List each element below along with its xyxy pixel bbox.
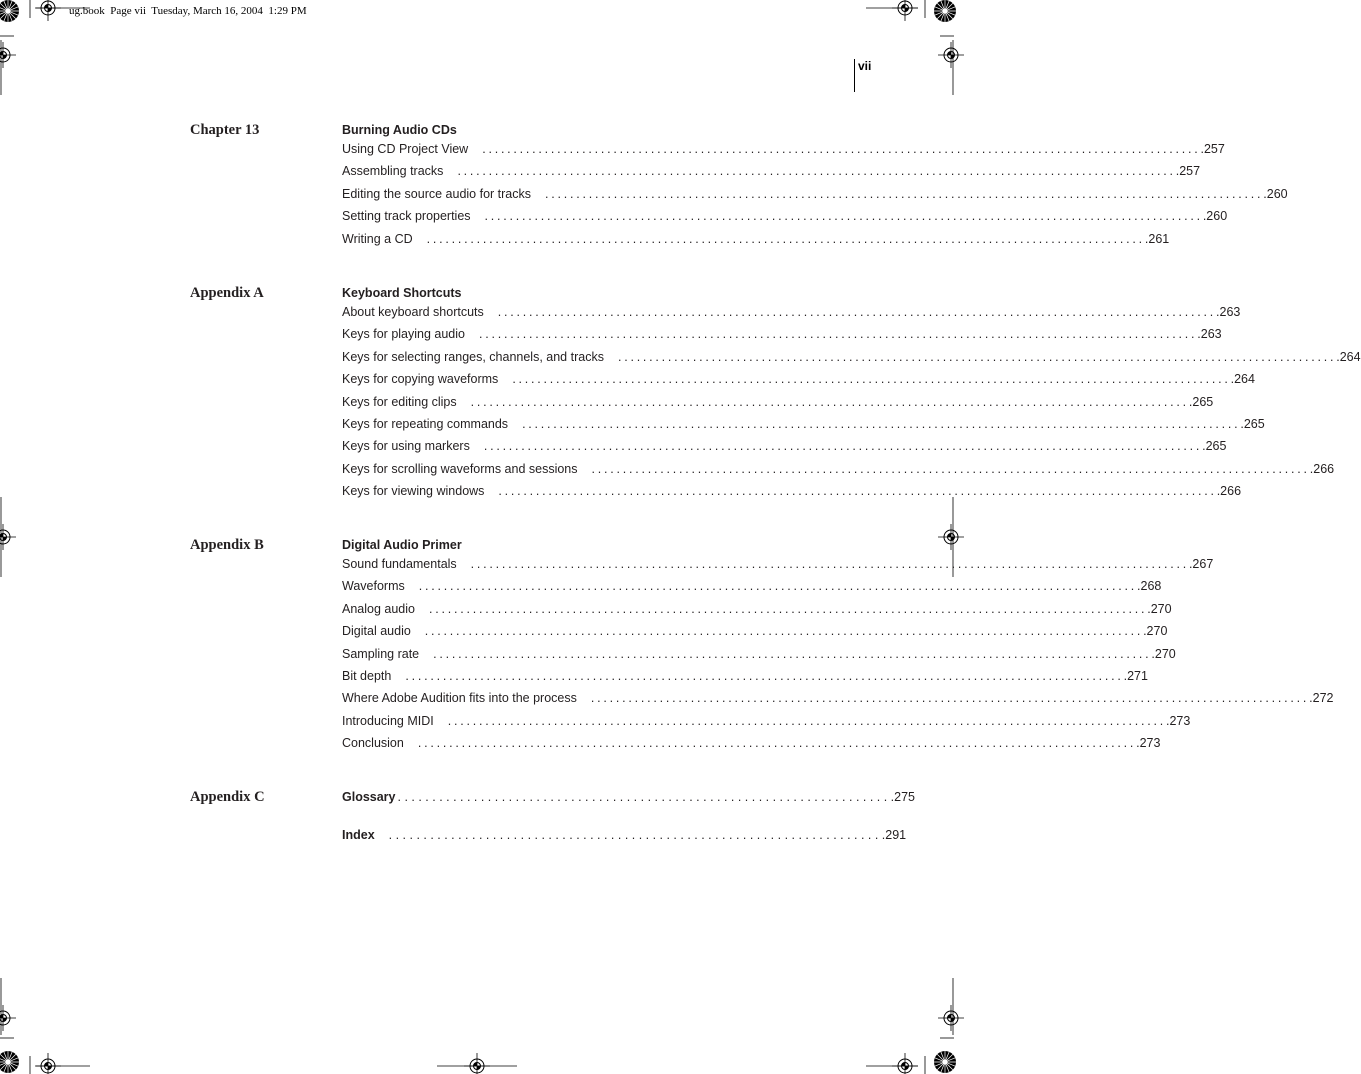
dot-leader [591,691,1313,705]
toc-entry[interactable] [342,416,1265,439]
dot-leader [419,579,1141,593]
starburst-icon [934,1051,956,1073]
toc-entry[interactable] [342,209,1228,231]
dot-leader [482,142,1204,156]
entry-title: Assembling tracks [342,164,444,179]
entry-title: Keys for scrolling waveforms and sessions [342,461,578,476]
entry-page: 273 [1169,713,1191,728]
entry-page: 263 [1219,305,1241,319]
dot-leader [484,439,1206,453]
dot-leader [512,372,1234,386]
section-label: Chapter 13 [190,122,260,138]
dot-leader [429,602,1151,616]
starburst-icon [0,1051,19,1073]
toc-entry[interactable] [342,372,1255,394]
section-title[interactable]: Burning Audio CDs [342,123,457,137]
dot-leader [618,350,1340,364]
entry-page: 291 [885,828,907,842]
entry-page: 273 [1139,736,1161,751]
toc-entry[interactable] [342,579,1162,601]
entry-title: Conclusion [342,736,404,751]
entry-title: Keys for copying waveforms [342,372,499,387]
toc-entry[interactable] [342,736,1161,758]
registration-mark-icon [938,1005,964,1031]
toc-entry[interactable] [342,601,1172,624]
entry-title: Bit depth [342,668,392,683]
starburst-icon [0,0,19,22]
dot-leader [471,557,1193,571]
entry-title: Introducing MIDI [342,713,434,728]
entry-page: 264 [1234,372,1255,387]
toc-entry[interactable] [342,691,1334,713]
toc-entry[interactable] [342,439,1227,461]
section-label: Appendix A [190,285,264,301]
entry-page: 260 [1266,186,1288,201]
dot-leader [405,669,1127,683]
entry-page: 270 [1146,624,1168,639]
registration-mark-icon [0,524,16,550]
dot-leader [448,714,1170,728]
section-title[interactable]: Digital Audio Primer [342,538,462,552]
registration-mark-icon [35,0,61,21]
registration-mark-icon [35,1053,61,1074]
entry-page: 268 [1140,579,1162,594]
registration-mark-icon [464,1053,490,1074]
dot-leader [479,327,1201,341]
entry-page: 257 [1203,142,1225,156]
registration-mark-icon [938,524,964,550]
entry-title: Sampling rate [342,646,420,661]
registration-mark-icon [892,1053,918,1074]
dot-leader: . . . . . . . . . . . . . . . . . . . . . . . . . . . . . . . . . . . . . . . . . . . . . . . . . . . . . . . . . . . . . . . . . . . . . . . . [397,790,895,804]
entry-page: 265 [1192,394,1214,409]
dot-leader [418,736,1140,750]
toc-entry[interactable] [342,713,1191,736]
toc-entry[interactable] [342,142,1225,164]
entry-page: 263 [1200,327,1222,342]
toc-entry[interactable] [342,327,1222,349]
entry-page: 261 [1148,231,1170,246]
entry-title: Sound fundamentals [342,557,457,571]
entry-page: 265 [1243,416,1265,431]
entry-title: Using CD Project View [342,142,469,156]
entry-page: 264 [1339,349,1361,364]
page-slug: ug.book Page vii Tuesday, March 16, 2004 1:29 PM [69,5,307,17]
dot-leader [433,647,1155,661]
entry-title: Analog audio [342,601,415,616]
toc-entry[interactable] [342,668,1148,691]
entry-title: Keys for editing clips [342,394,457,409]
dot-leader [592,462,1314,476]
toc-entry[interactable] [342,557,1214,579]
entry-title: Glossary [342,790,396,804]
toc-entry[interactable] [342,484,1242,506]
dot-leader [425,624,1147,638]
dot-leader [545,187,1267,201]
entry-title: Where Adobe Audition fits into the process [342,691,577,706]
entry-title: About keyboard shortcuts [342,305,484,319]
registration-mark-icon [938,42,964,68]
dot-leader [485,209,1207,223]
entry-page: 265 [1205,439,1227,454]
entry-title: Index [342,828,375,842]
toc-entry-index[interactable] [342,828,907,842]
toc-entry[interactable] [342,461,1335,484]
dot-leader [498,305,1220,319]
dot-leader: . . . . . . . . . . . . . . . . . . . . . . . . . . . . . . . . . . . . . . . . . . . . . . . . . . . . . . . . . . . . . . . . . . . . . . . . [388,828,886,842]
section-label: Appendix C [190,789,265,805]
dot-leader [457,164,1179,178]
entry-title: Writing a CD [342,231,413,246]
registration-mark-icon [892,0,918,21]
entry-page: 260 [1206,209,1228,224]
entry-page: 266 [1313,461,1335,476]
registration-mark-icon [0,1005,16,1031]
entry-list [342,142,1288,254]
toc-entry-glossary[interactable] [342,790,915,804]
entry-title: Editing the source audio for tracks [342,186,531,201]
entry-title: Setting track properties [342,209,471,224]
page-number: vii [858,59,872,73]
entry-list [342,305,1361,507]
toc-entry[interactable] [342,164,1201,186]
entry-page: 267 [1192,557,1214,571]
entry-title: Keys for using markers [342,439,470,454]
section-label: Appendix B [190,537,264,553]
entry-page: 270 [1154,646,1176,661]
dot-leader [427,232,1149,246]
toc-entry[interactable] [342,624,1168,646]
entry-page: 272 [1312,691,1334,706]
toc-entry[interactable] [342,305,1241,327]
section-title[interactable]: Keyboard Shortcuts [342,286,462,300]
entry-page: 266 [1220,484,1242,499]
toc-entry[interactable] [342,646,1176,669]
starburst-icon [934,0,956,22]
entry-title: Keys for selecting ranges, channels, and tracks [342,349,604,364]
dot-leader [471,395,1193,409]
entry-page: 257 [1179,164,1201,179]
registration-mark-icon [0,42,16,68]
entry-title: Keys for repeating commands [342,416,509,431]
dot-leader [522,417,1244,431]
entry-list [342,557,1334,759]
toc-entry[interactable] [342,349,1361,372]
entry-title: Waveforms [342,579,405,594]
entry-title: Digital audio [342,624,411,639]
toc-entry[interactable] [342,186,1288,209]
entry-page: 275 [894,790,915,804]
entry-page: 270 [1150,601,1172,616]
toc-entry[interactable] [342,394,1214,417]
toc-entry[interactable] [342,231,1170,254]
dot-leader [498,484,1220,498]
entry-title: Keys for viewing windows [342,484,485,499]
entry-page: 271 [1127,668,1148,683]
entry-title: Keys for playing audio [342,327,465,342]
